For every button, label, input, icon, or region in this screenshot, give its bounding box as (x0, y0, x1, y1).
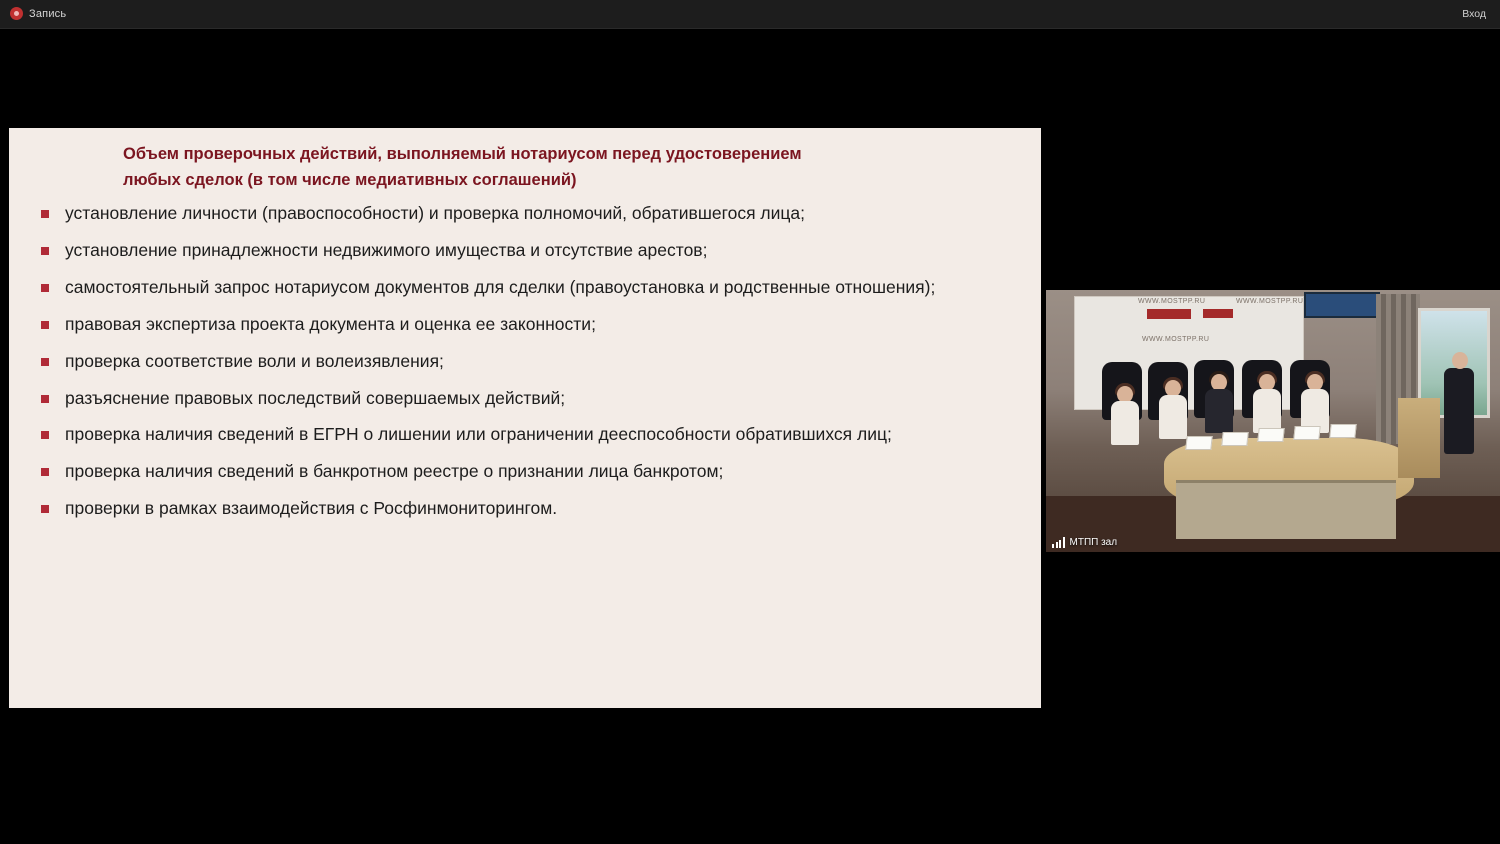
seated-participant (1298, 374, 1332, 434)
participant-status (1052, 537, 1117, 548)
seated-participant (1108, 386, 1142, 446)
seated-participant (1156, 380, 1190, 440)
list-item: установление принадлежности недвижимого имущества и отсутствие арестов; (35, 238, 1015, 275)
signal-bars-icon (1052, 537, 1065, 548)
torso (1253, 389, 1281, 433)
list-item: проверки в рамках взаимодействия с Росфинмониторингом. (35, 496, 1015, 533)
chamber-logo-text-icon (1203, 309, 1233, 318)
login-button[interactable]: Вход (1462, 8, 1486, 20)
video-participant-tile[interactable] (1046, 290, 1500, 552)
list-item: проверка соответствие воли и волеизявления; (35, 349, 1015, 386)
standing-speaker-body (1444, 368, 1474, 454)
list-item: проверка наличия сведений в ЕГРН о лишении или ограничении дееспособности обратившихся лиц; (35, 422, 1015, 459)
presentation-slide[interactable] (9, 128, 1041, 708)
torso (1111, 401, 1139, 445)
list-item: правовая экспертиза проекта документа и оценка ее законности; (35, 312, 1015, 349)
list-item: установление личности (правоспособности) и проверка полномочий, обратившегося лица; (35, 201, 1015, 238)
list-item: проверка наличия сведений в банкротном реестре о признании лица банкротом; (35, 459, 1015, 496)
list-item: самостоятельный запрос нотариусом документов для сделки (правоустановка и родственные отношения); (35, 275, 1015, 312)
name-card (1257, 428, 1284, 442)
slide-bullet-list (35, 201, 1015, 533)
slide-title: Объем проверочных действий, выполняемый нотариусом перед удостоверением любых сделок (в том числе медиативных соглашений) (123, 145, 802, 189)
name-card (1221, 432, 1248, 446)
name-card (1185, 436, 1212, 450)
conference-table-front (1176, 480, 1396, 539)
wall-monitor (1304, 292, 1380, 318)
list-item: разъяснение правовых последствий совершаемых действий; (35, 386, 1015, 423)
name-card (1329, 424, 1356, 438)
recording-label: Запись (29, 7, 67, 20)
record-dot-icon (10, 7, 23, 20)
backdrop-url-2: WWW.MOSTPP.RU (1236, 298, 1304, 305)
speaker-podium (1398, 398, 1440, 478)
standing-speaker-head (1452, 352, 1468, 369)
chamber-logo-icon (1147, 309, 1191, 319)
backdrop-url-3: WWW.MOSTPP.RU (1142, 336, 1210, 343)
recording-indicator[interactable] (10, 7, 66, 20)
torso (1205, 389, 1233, 433)
name-card (1293, 426, 1320, 440)
backdrop-url-1: WWW.MOSTPP.RU (1138, 298, 1206, 305)
app-top-bar (0, 0, 1500, 29)
participant-name: МТПП зал (1069, 537, 1118, 548)
seated-participant (1202, 374, 1236, 434)
torso (1159, 395, 1187, 439)
seated-participant (1250, 374, 1284, 434)
